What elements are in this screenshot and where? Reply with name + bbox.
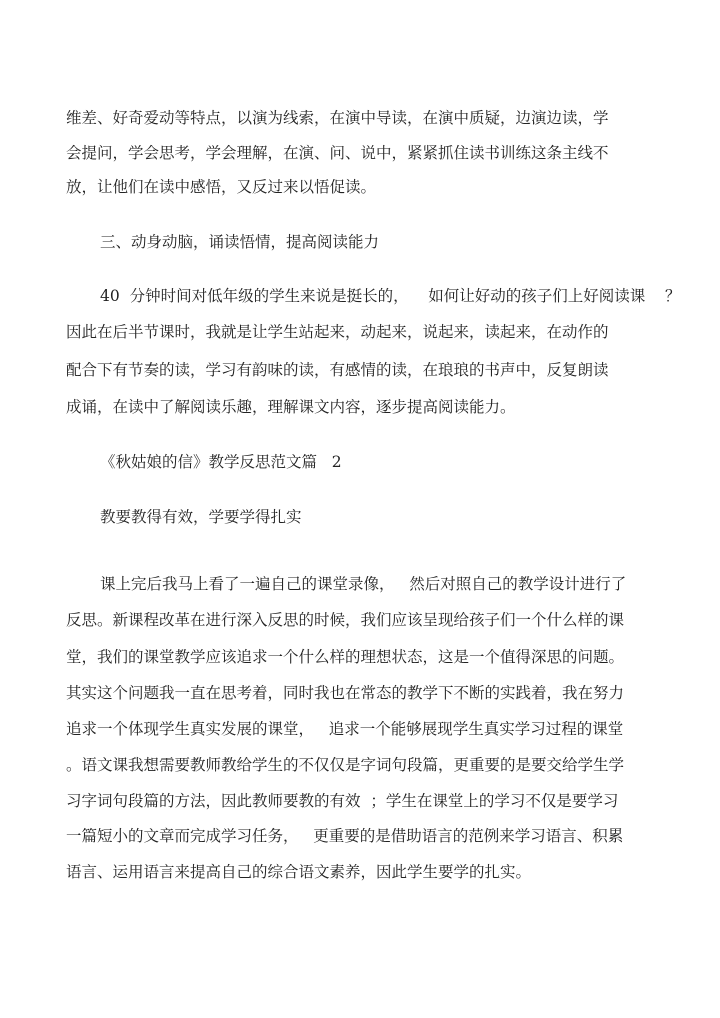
paragraph-3-line-2: 反思。新课程改革在进行深入反思的时候，我们应该呈现给孩子们一个什么样的课 xyxy=(66,611,625,629)
article-subtitle: 教要教得有效，学要学得扎实 xyxy=(100,508,302,526)
paragraph-3-line-9: 语言、运用语言来提高自己的综合语文素养，因此学生要学的扎实。 xyxy=(66,863,532,881)
paragraph-2-line-3: 配合下有节奏的读，学习有韵味的读，有感情的读，在琅琅的书声中，反复朗读 xyxy=(66,361,609,379)
article-title: 《秋姑娘的信》教学反思范文篇 2 xyxy=(100,453,342,471)
paragraph-2-line-1: 40 分钟时间对低年级的学生来说是挺长的， 如何让好动的孩子们上好阅读课 ？ xyxy=(100,287,681,305)
paragraph-1-line-2: 会提问，学会思考，学会理解，在演、问、说中，紧紧抓住读书训练这条主线不 xyxy=(66,144,609,162)
section-heading-3: 三、动身动脑，诵读悟情，提高阅读能力 xyxy=(100,233,380,251)
paragraph-3-line-7: 习字词句段篇的方法，因此教师要教的有效 ；学生在课堂上的学习不仅是要学习 xyxy=(66,792,619,810)
paragraph-3-line-1: 课上完后我马上看了一遍自己的课堂录像， 然后对照自己的教学设计进行了 xyxy=(100,575,627,593)
paragraph-3-line-5: 追求一个体现学生真实发展的课堂， 追求一个能够展现学生真实学习过程的课堂 xyxy=(66,720,624,738)
paragraph-1-line-1: 维差、好奇爱动等特点，以演为线索，在演中导读，在演中质疑，边演边读，学 xyxy=(66,109,609,127)
paragraph-3-line-8: 一篇短小的文章而完成学习任务， 更重要的是借助语言的范例来学习语言、积累 xyxy=(66,827,624,845)
paragraph-1-line-3: 放，让他们在读中感悟，又反过来以悟促读。 xyxy=(66,178,377,196)
paragraph-3-line-3: 堂，我们的课堂教学应该追求一个什么样的理想状态，这是一个值得深思的问题。 xyxy=(66,648,625,666)
paragraph-2-line-2: 因此在后半节课时，我就是让学生站起来，动起来，说起来，读起来，在动作的 xyxy=(66,323,609,341)
paragraph-3-line-4: 其实这个问题我一直在思考着，同时我也在常态的教学下不断的实践着，我在努力 xyxy=(66,684,625,702)
paragraph-2-line-4: 成诵，在读中了解阅读乐趣，理解课文内容，逐步提高阅读能力。 xyxy=(66,398,516,416)
paragraph-3-line-6: 。语文课我想需要教师教给学生的不仅仅是字词句段篇，更重要的是要交给学生学 xyxy=(66,756,625,774)
